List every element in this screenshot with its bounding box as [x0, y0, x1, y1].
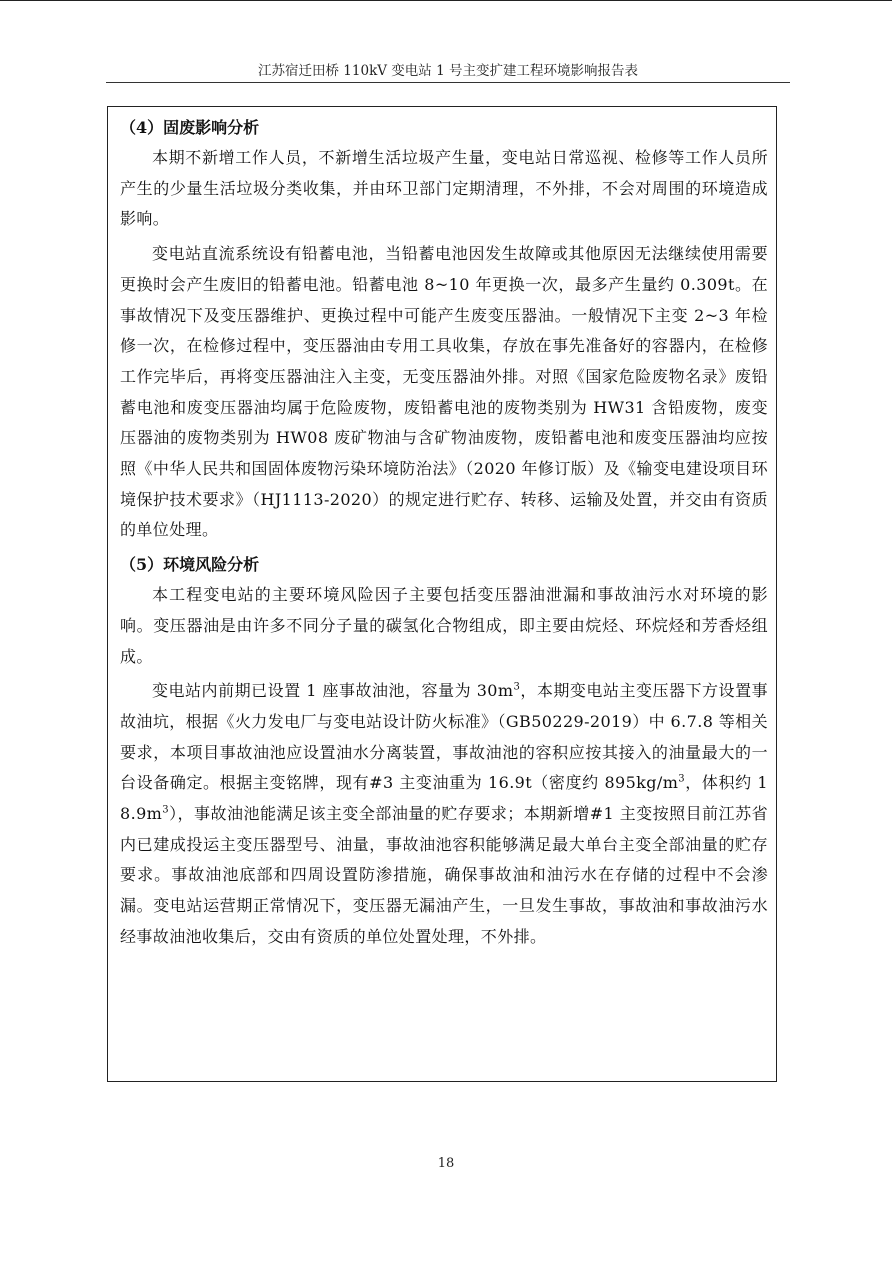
paragraph-risk-factors: 本工程变电站的主要环境风险因子主要包括变压器油泄漏和事故油污水对环境的影响。变压器油是由许多不同分子量的碳氢化合物组成，即主要由烷烃、环烷烃和芳香烃组成。: [120, 585, 768, 666]
section-heading-solid-waste: （4）固废影响分析: [120, 118, 260, 137]
page-number: 18: [437, 1156, 455, 1171]
superscript: 3: [513, 681, 521, 693]
page-header-title: 江苏宿迁田桥 110kV 变电站 1 号主变扩建工程环境影响报告表: [258, 63, 638, 79]
text-run: 变电站内前期已设置 1 座事故油池，容量为 30m: [152, 681, 514, 701]
section-heading-environmental-risk: （5）环境风险分析: [120, 555, 260, 575]
text-run: ），事故油池能满足该主变全部油量的贮存要求；本期新增#1 主变按照目前江苏省内已建成投运主变压器型号、油量，事故油池容积能够满足最大单台主变全部油量的贮存要求。事故油池底部和四周设置防渗措施，确保事故油和油污水在存储的过程中不会渗漏。变电站运营期正常情况下，变压器无漏油产生，一旦发生事故，事故油和事故油污水经事故油池收集后，交由有资质的单位处置处理，不外排。: [120, 804, 768, 946]
content-table-cell: [107, 106, 777, 1082]
text-run: ，本期变电站主变压器下方设置事故油坑，根据《火力发电厂与变电站设计防火标准》（GB50229-2019）中 6.7.8 等相关要求，本项目事故油池应设置油水分离装置，事故油池的容积应按其接入的油量最大的一台设备确定。根据主变铭牌，现有#3 主变油重为 16.9t（密度约 895kg/m: [120, 681, 768, 793]
top-border-line: [0, 0, 892, 1]
superscript: 3: [678, 774, 686, 786]
text-run: ，体积约 18.9m: [120, 773, 769, 824]
superscript: 3: [162, 804, 169, 816]
paragraph-domestic-waste: 本期不新增工作人员，不新增生活垃圾产生量，变电站日常巡视、检修等工作人员所产生的少量生活垃圾分类收集，并由环卫部门定期清理，不外排，不会对周围的环境造成影响。: [120, 148, 768, 229]
header-divider: [106, 82, 790, 83]
paragraph-hazardous-waste: 变电站直流系统设有铅蓄电池，当铅蓄电池因发生故障或其他原因无法继续使用需要更换时会产生废旧的铅蓄电池。铅蓄电池 8~10 年更换一次，最多产生量约 0.309t。在事故情况下及变压器维护、更换过程中可能产生废变压器油。一般情况下主变 2~3 年检修一次，在检修过程中，变压器油由专用工具收集，存放在事先准备好的容器内，在检修工作完毕后，再将变压器油注入主变，无变压器油外排。对照《国家危险废物名录》废铅蓄电池和废变压器油均属于危险废物，废铅蓄电池的废物类别为 HW31 含铅废物，废变压器油的废物类别为 HW08 废矿物油与含矿物油废物，废铅蓄电池和废变压器油均应按照《中华人民共和国固体废物污染环境防治法》（2020 年修订版）及《输变电建设项目环境保护技术要求》（HJ1113-2020）的规定进行贮存、转移、运输及处置，并交由有资质的单位处理。: [120, 244, 768, 540]
paragraph-accident-oil-pool: [120, 676, 768, 952]
